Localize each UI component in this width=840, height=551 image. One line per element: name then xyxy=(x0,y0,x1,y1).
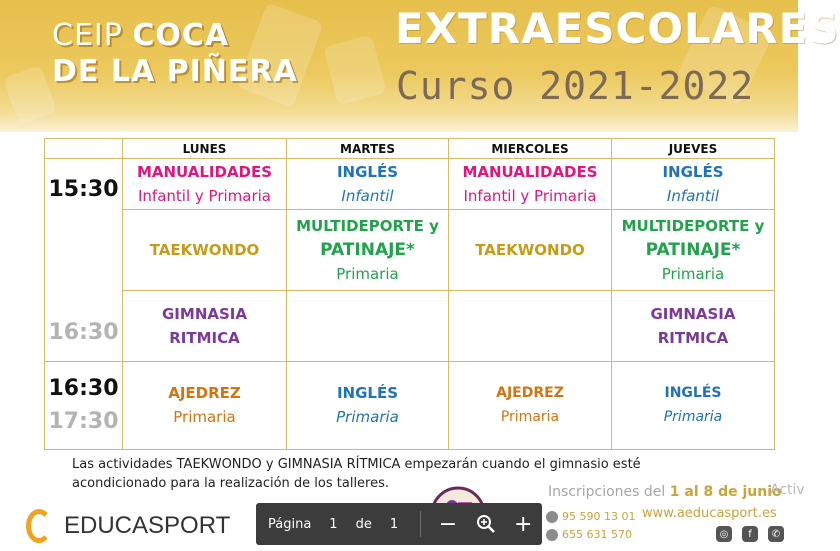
day-header-jueves: JUEVES xyxy=(612,139,775,159)
windows-activation-text: Activ xyxy=(770,482,805,498)
cell-lunes-3 xyxy=(123,291,287,361)
activity-group: Primaria xyxy=(661,265,725,284)
cell-miercoles-4 xyxy=(449,361,612,449)
schedule-table xyxy=(44,138,775,450)
zoom-in-icon: + xyxy=(513,511,533,537)
current-page-input[interactable]: 1 xyxy=(329,516,338,532)
decorative-shape xyxy=(3,65,58,126)
time-slot-1 xyxy=(45,159,123,362)
activity-name: MANUALIDADES xyxy=(136,163,273,182)
activity-name: GIMNASIA xyxy=(650,305,736,324)
facebook-icon[interactable]: f xyxy=(742,526,758,542)
mobile-icon xyxy=(546,529,558,541)
registration-label: Inscripciones del xyxy=(548,484,670,500)
activity-name: PATINAJE* xyxy=(320,240,415,261)
cell-lunes-4 xyxy=(123,361,287,449)
activity-name: TAEKWONDO xyxy=(149,241,260,260)
cell-jueves-2 xyxy=(612,210,775,291)
time-end: 16:30 xyxy=(48,319,119,345)
time-slot-2 xyxy=(45,361,123,449)
activity-group: Primaria xyxy=(173,408,236,427)
zoom-out-button[interactable] xyxy=(429,507,467,541)
time-start: 16:30 xyxy=(48,376,119,402)
day-header-miercoles: MIERCOLES xyxy=(449,139,612,159)
activity-name: GIMNASIA xyxy=(162,305,247,324)
activity-group: Infantil xyxy=(341,187,394,206)
cell-lunes-1 xyxy=(123,159,287,210)
activity-group: Infantil y Primaria xyxy=(138,187,271,206)
phone-landline xyxy=(546,510,635,523)
activity-name: TAEKWONDO xyxy=(475,241,585,260)
decorative-shape xyxy=(323,35,387,106)
time-start: 15:30 xyxy=(48,176,119,202)
registration-dates: 1 al 8 de junio xyxy=(669,484,782,500)
website-link[interactable]: www.aeducasport.es xyxy=(642,506,777,521)
corner-cell xyxy=(45,139,123,159)
educasport-logo xyxy=(26,506,230,546)
logo-text: EDUCASPORT xyxy=(64,512,231,539)
zoom-out-icon: − xyxy=(438,511,458,537)
phone-mobile xyxy=(546,528,632,541)
activity-name: INGLÉS xyxy=(662,163,724,182)
activity-group: Infantil y Primaria xyxy=(463,187,597,206)
phone-number: 655 631 570 xyxy=(562,528,632,541)
logo-icon xyxy=(26,509,52,543)
cell-jueves-1 xyxy=(612,159,775,210)
header-banner xyxy=(0,0,840,132)
activity-group: Primaria xyxy=(336,265,399,284)
instagram-icon[interactable]: ◎ xyxy=(716,526,732,542)
activity-name: MANUALIDADES xyxy=(462,163,598,182)
page-label: Página xyxy=(268,516,312,532)
activity-name: PATINAJE* xyxy=(645,240,741,261)
activity-name: RITMICA xyxy=(657,329,729,348)
cell-miercoles-1 xyxy=(449,159,612,210)
activity-name: INGLÉS xyxy=(336,163,399,182)
activity-name: INGLÉS xyxy=(336,384,399,403)
page-title: EXTRAESCOLARES xyxy=(395,4,840,53)
cell-martes-1 xyxy=(287,159,449,210)
cell-martes-4 xyxy=(287,361,449,449)
course-year: Curso 2021-2022 xyxy=(396,64,755,108)
phone-number: 95 590 13 01 xyxy=(562,510,636,523)
zoom-in-button[interactable] xyxy=(504,507,542,541)
cell-martes-2 xyxy=(287,210,449,291)
school-prefix: CEIP xyxy=(52,18,123,53)
activity-name: MULTIDEPORTE y xyxy=(296,217,439,236)
school-name-line2: DE LA PIÑERA xyxy=(52,54,298,89)
toolbar-divider xyxy=(420,511,421,537)
cell-martes-3 xyxy=(287,291,449,361)
phone-icon xyxy=(546,511,558,523)
activity-name: MULTIDEPORTE y xyxy=(621,217,765,236)
activity-group: Infantil xyxy=(666,187,720,206)
cell-lunes-2 xyxy=(123,210,287,291)
registration-info xyxy=(548,484,782,500)
zoom-reset-button[interactable] xyxy=(467,507,505,541)
cell-jueves-3 xyxy=(612,291,775,361)
activity-group: Primaria xyxy=(500,409,560,426)
whatsapp-icon[interactable]: ✆ xyxy=(768,526,784,542)
day-header-lunes: LUNES xyxy=(123,139,287,159)
activity-name: AJEDREZ xyxy=(168,384,241,403)
cell-jueves-4 xyxy=(612,361,775,449)
total-pages: 1 xyxy=(389,516,399,532)
footnote: Las actividades TAEKWONDO y GIMNASIA RÍTMICA empezarán cuando el gimnasio esté acondicionado para la realización de los talleres. xyxy=(72,457,641,491)
activity-group: Primaria xyxy=(663,409,723,426)
school-name-line1: COCA xyxy=(132,18,230,53)
time-end: 17:30 xyxy=(48,409,119,435)
activity-group: Primaria xyxy=(336,408,399,427)
school-name xyxy=(52,18,298,90)
activity-name: RITMICA xyxy=(169,329,240,348)
day-header-martes: MARTES xyxy=(287,139,449,159)
cell-miercoles-2 xyxy=(449,210,612,291)
activity-name: INGLÉS xyxy=(664,385,722,402)
pdf-viewer-toolbar xyxy=(256,503,542,545)
activity-name: AJEDREZ xyxy=(496,385,564,402)
cell-miercoles-3 xyxy=(449,291,612,361)
of-label: de xyxy=(355,516,372,532)
zoom-reset-icon xyxy=(476,514,496,534)
